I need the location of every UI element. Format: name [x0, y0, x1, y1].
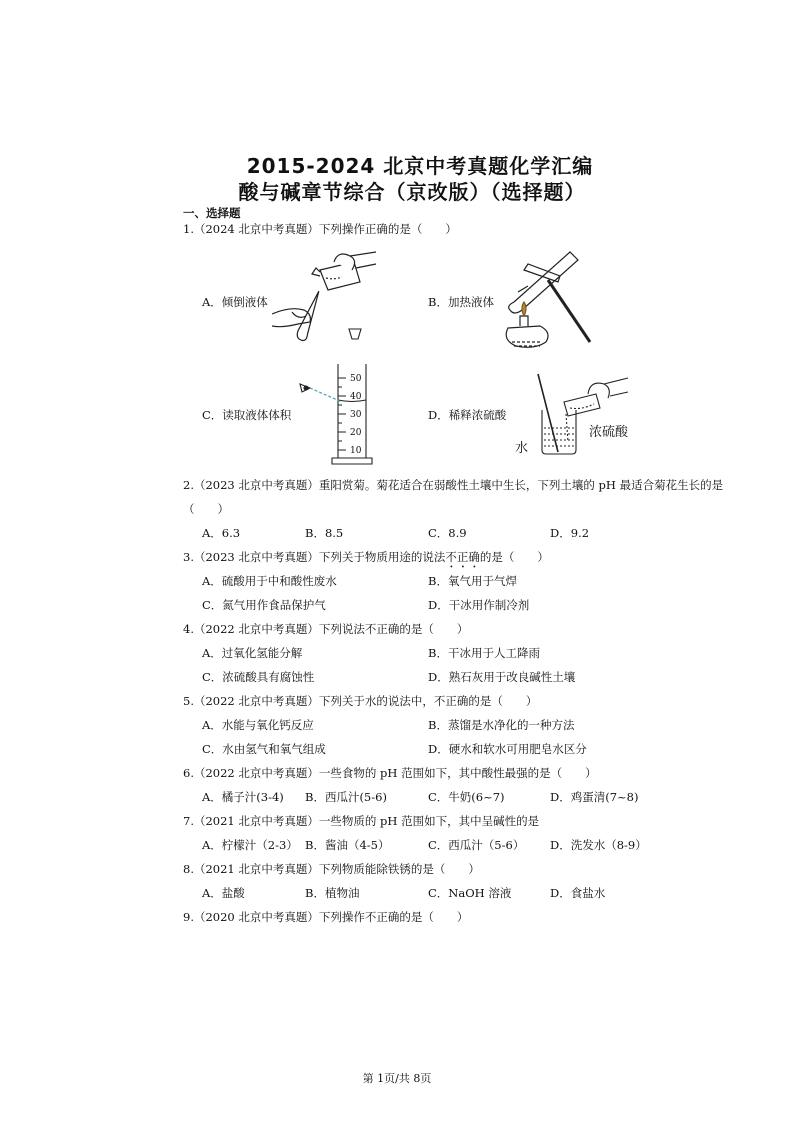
q3-stem-pre: 3.（2023 北京中考真题）下列关于物质用途的说法 [183, 550, 446, 564]
q7-option-a: A．柠檬汁（2-3） [202, 838, 298, 852]
q8-option-d: D．食盐水 [550, 886, 606, 900]
q3-option-c: C．氮气用作食品保护气 [202, 598, 326, 612]
q8-option-b: B．植物油 [305, 886, 360, 900]
q3-option-a: A．硫酸用于中和酸性废水 [202, 574, 337, 588]
q6-option-a: A．橘子汁(3-4) [202, 790, 284, 804]
page-footer: 第 1页/共 8页 [362, 1072, 432, 1085]
q8-stem: 8.（2021 北京中考真题）下列物质能除铁锈的是（ ） [183, 862, 480, 876]
q2-option-d: D．9.2 [550, 526, 590, 540]
acid-label: 浓硫酸 [589, 425, 629, 440]
q7-option-c: C．西瓜汁（5-6） [428, 838, 525, 852]
q6-stem: 6.（2022 北京中考真题）一些食物的 pH 范围如下，其中酸性最强的是（ ） [183, 766, 597, 780]
q7-stem: 7.（2021 北京中考真题）一些物质的 pH 范围如下，其中呈碱性的是 [183, 814, 540, 828]
heat-liquid-figure [494, 246, 604, 356]
q5-stem: 5.（2022 北京中考真题）下列关于水的说法中，不正确的是（ ） [183, 694, 538, 708]
q3-stem-emphasis: 不正确 [445, 550, 480, 564]
q1-option-b: B．加热液体 [428, 295, 494, 309]
cylinder-tick-40: 40 [350, 392, 362, 402]
water-label: 水 [515, 441, 529, 456]
q3-stem-post: 的是（ ） [479, 550, 549, 564]
dilute-acid-figure [512, 372, 632, 458]
q2-option-a: A．6.3 [202, 526, 241, 540]
cylinder-tick-20: 20 [350, 428, 362, 438]
q8-option-a: A．盐酸 [202, 886, 245, 900]
q4-option-c: C．浓硫酸具有腐蚀性 [202, 670, 315, 684]
q2-option-c: C．8.9 [428, 526, 467, 540]
q9-stem: 9.（2020 北京中考真题）下列操作不正确的是（ ） [183, 910, 469, 924]
q1-option-a: A．倾倒液体 [202, 295, 268, 309]
q5-option-b: B．蒸馏是水净化的一种方法 [428, 718, 575, 732]
q7-option-d: D．洗发水（8-9） [550, 838, 647, 852]
q5-option-c: C．水由氢气和氧气组成 [202, 742, 326, 756]
doc-title-line2: 酸与碱章节综合（京改版）（选择题） [238, 180, 586, 204]
q2-stem: 2.（2023 北京中考真题）重阳赏菊。菊花适合在弱酸性土壤中生长，下列土壤的 pH 最适合菊花生长的是 [183, 478, 724, 492]
q1-stem: 1.（2024 北京中考真题）下列操作正确的是（ ） [183, 222, 457, 236]
cylinder-tick-30: 30 [350, 410, 362, 420]
q7-option-b: B．酱油（4-5） [305, 838, 390, 852]
stopper-icon [346, 327, 364, 341]
q2-stem-cont: （ ） [183, 502, 229, 516]
cylinder-tick-10: 10 [350, 446, 362, 456]
q6-option-b: B．西瓜汁(5-6) [305, 790, 387, 804]
q6-option-c: C．牛奶(6~7) [428, 790, 505, 804]
q2-option-b: B．8.5 [305, 526, 344, 540]
cylinder-tick-50: 50 [350, 374, 362, 384]
pour-liquid-figure [272, 250, 382, 350]
q4-option-b: B．干冰用于人工降雨 [428, 646, 540, 660]
graduated-cylinder-figure [296, 360, 376, 468]
q3-option-d: D．干冰用作制冷剂 [428, 598, 530, 612]
q1-option-d: D．稀释浓硫酸 [428, 408, 507, 422]
q4-option-d: D．熟石灰用于改良碱性土壤 [428, 670, 576, 684]
q5-option-d: D．硬水和软水可用肥皂水区分 [428, 742, 587, 756]
q4-option-a: A．过氧化氢能分解 [202, 646, 303, 660]
q4-stem: 4.（2022 北京中考真题）下列说法不正确的是（ ） [183, 622, 469, 636]
doc-title-line1: 2015-2024 北京中考真题化学汇编 [246, 154, 594, 178]
q3-option-b: B．氧气用于气焊 [428, 574, 517, 588]
q5-option-a: A．水能与氧化钙反应 [202, 718, 314, 732]
q6-option-d: D．鸡蛋清(7~8) [550, 790, 639, 804]
q3-stem [183, 549, 549, 571]
q1-option-c: C．读取液体体积 [202, 408, 292, 422]
q8-option-c: C．NaOH 溶液 [428, 886, 512, 900]
section-heading: 一、选择题 [183, 206, 241, 220]
